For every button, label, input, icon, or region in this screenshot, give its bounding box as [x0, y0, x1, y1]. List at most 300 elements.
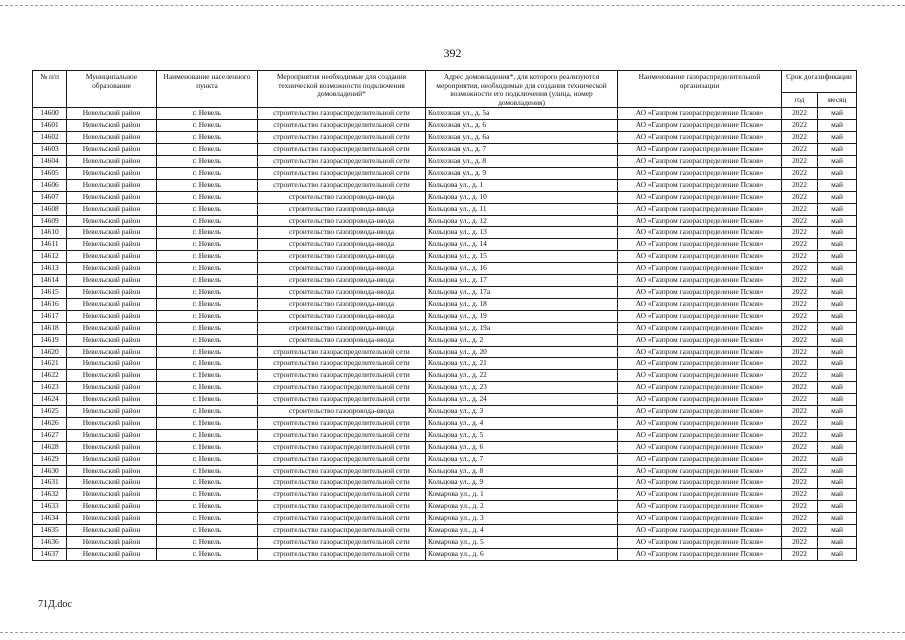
cell-number: 14634 — [33, 513, 67, 525]
cell-activity: строительство газопровода-ввода — [258, 263, 426, 275]
cell-address: Колхозная ул., д. 8 — [426, 156, 618, 168]
cell-year: 2022 — [782, 346, 818, 358]
cell-locality: г. Невель — [157, 382, 258, 394]
cell-activity: строительство газораспределительной сети — [258, 358, 426, 370]
cell-year: 2022 — [782, 132, 818, 144]
cell-municipality: Невельский район — [67, 156, 157, 168]
cell-year: 2022 — [782, 537, 818, 549]
cell-municipality: Невельский район — [67, 417, 157, 429]
cell-month: май — [818, 227, 857, 239]
cell-locality: г. Невель — [157, 275, 258, 287]
cell-activity: строительство газопровода-ввода — [258, 275, 426, 287]
cell-organization: АО «Газпром газораспределение Псков» — [618, 215, 782, 227]
cell-number: 14612 — [33, 251, 67, 263]
cell-activity: строительство газораспределительной сети — [258, 179, 426, 191]
cell-municipality: Невельский район — [67, 370, 157, 382]
cell-locality: г. Невель — [157, 322, 258, 334]
cell-number: 14619 — [33, 334, 67, 346]
cell-locality: г. Невель — [157, 251, 258, 263]
table-row — [33, 251, 857, 263]
cell-number: 14636 — [33, 537, 67, 549]
cell-locality: г. Невель — [157, 394, 258, 406]
table-row — [33, 108, 857, 120]
cell-locality: г. Невель — [157, 108, 258, 120]
cell-municipality: Невельский район — [67, 465, 157, 477]
cell-activity: строительство газораспределительной сети — [258, 167, 426, 179]
cell-activity: строительство газопровода-ввода — [258, 239, 426, 251]
cell-year: 2022 — [782, 382, 818, 394]
cell-locality: г. Невель — [157, 489, 258, 501]
footer-filename: 71Д.doc — [38, 599, 72, 610]
cell-address: Кольцова ул., д. 20 — [426, 346, 618, 358]
cell-municipality: Невельский район — [67, 548, 157, 560]
cell-organization: АО «Газпром газораспределение Псков» — [618, 370, 782, 382]
cell-municipality: Невельский район — [67, 203, 157, 215]
cell-number: 14631 — [33, 477, 67, 489]
cell-municipality: Невельский район — [67, 227, 157, 239]
cell-number: 14610 — [33, 227, 67, 239]
cell-month: май — [818, 108, 857, 120]
cell-organization: АО «Газпром газораспределение Псков» — [618, 382, 782, 394]
cell-organization: АО «Газпром газораспределение Псков» — [618, 263, 782, 275]
table-row — [33, 489, 857, 501]
cell-activity: строительство газораспределительной сети — [258, 394, 426, 406]
cell-activity: строительство газораспределительной сети — [258, 477, 426, 489]
cell-year: 2022 — [782, 251, 818, 263]
table-row — [33, 525, 857, 537]
header-month: месяц — [818, 93, 857, 108]
table-row — [33, 537, 857, 549]
cell-activity: строительство газопровода-ввода — [258, 203, 426, 215]
cell-address: Кольцова ул., д. 1 — [426, 179, 618, 191]
cell-locality: г. Невель — [157, 548, 258, 560]
table-row — [33, 179, 857, 191]
cell-locality: г. Невель — [157, 179, 258, 191]
page-number: 392 — [443, 46, 462, 60]
table-row — [33, 275, 857, 287]
table-row — [33, 465, 857, 477]
cell-year: 2022 — [782, 548, 818, 560]
cell-organization: АО «Газпром газораспределение Псков» — [618, 537, 782, 549]
cell-organization: АО «Газпром газораспределение Псков» — [618, 251, 782, 263]
table-row — [33, 370, 857, 382]
cell-month: май — [818, 525, 857, 537]
cell-municipality: Невельский район — [67, 394, 157, 406]
cell-number: 14616 — [33, 298, 67, 310]
cell-number: 14620 — [33, 346, 67, 358]
cell-locality: г. Невель — [157, 191, 258, 203]
cell-municipality: Невельский район — [67, 286, 157, 298]
cell-locality: г. Невель — [157, 370, 258, 382]
table-row — [33, 441, 857, 453]
cell-municipality: Невельский район — [67, 513, 157, 525]
cell-activity: строительство газораспределительной сети — [258, 453, 426, 465]
cell-organization: АО «Газпром газораспределение Псков» — [618, 417, 782, 429]
cell-organization: АО «Газпром газораспределение Псков» — [618, 501, 782, 513]
cell-address: Кольцова ул., д. 12 — [426, 215, 618, 227]
cell-organization: АО «Газпром газораспределение Псков» — [618, 227, 782, 239]
cell-number: 14615 — [33, 286, 67, 298]
cell-locality: г. Невель — [157, 132, 258, 144]
cell-year: 2022 — [782, 286, 818, 298]
cell-address: Кольцова ул., д. 14 — [426, 239, 618, 251]
cell-number: 14603 — [33, 144, 67, 156]
cell-locality: г. Невель — [157, 215, 258, 227]
cell-year: 2022 — [782, 108, 818, 120]
cell-municipality: Невельский район — [67, 477, 157, 489]
table-row — [33, 346, 857, 358]
table-row — [33, 429, 857, 441]
cell-number: 14605 — [33, 167, 67, 179]
cell-organization: АО «Газпром газораспределение Псков» — [618, 358, 782, 370]
table-row — [33, 144, 857, 156]
cell-municipality: Невельский район — [67, 167, 157, 179]
table-row — [33, 513, 857, 525]
cell-organization: АО «Газпром газораспределение Псков» — [618, 334, 782, 346]
cell-month: май — [818, 167, 857, 179]
cell-number: 14622 — [33, 370, 67, 382]
cell-address: Кольцова ул., д. 15 — [426, 251, 618, 263]
cell-locality: г. Невель — [157, 120, 258, 132]
cell-activity: строительство газораспределительной сети — [258, 513, 426, 525]
table-row — [33, 406, 857, 418]
cell-month: май — [818, 275, 857, 287]
cell-number: 14627 — [33, 429, 67, 441]
header-locality: Наименование населенного пункта — [157, 71, 258, 108]
cell-locality: г. Невель — [157, 227, 258, 239]
cell-month: май — [818, 251, 857, 263]
cell-number: 14626 — [33, 417, 67, 429]
cell-organization: АО «Газпром газораспределение Псков» — [618, 144, 782, 156]
cell-organization: АО «Газпром газораспределение Псков» — [618, 453, 782, 465]
cell-month: май — [818, 144, 857, 156]
cell-activity: строительство газораспределительной сети — [258, 108, 426, 120]
table-row — [33, 191, 857, 203]
cell-organization: АО «Газпром газораспределение Псков» — [618, 239, 782, 251]
cell-municipality: Невельский район — [67, 215, 157, 227]
cell-address: Комарова ул., д. 2 — [426, 501, 618, 513]
table-row — [33, 120, 857, 132]
cell-municipality: Невельский район — [67, 132, 157, 144]
cell-year: 2022 — [782, 298, 818, 310]
header-term: Срок догазификации — [782, 71, 857, 93]
cell-municipality: Невельский район — [67, 144, 157, 156]
cell-month: май — [818, 322, 857, 334]
cell-number: 14637 — [33, 548, 67, 560]
gasification-table — [32, 70, 857, 561]
cell-organization: АО «Газпром газораспределение Псков» — [618, 406, 782, 418]
cell-activity: строительство газопровода-ввода — [258, 251, 426, 263]
table-row — [33, 453, 857, 465]
cell-organization: АО «Газпром газораспределение Псков» — [618, 179, 782, 191]
cell-organization: АО «Газпром газораспределение Псков» — [618, 298, 782, 310]
cell-year: 2022 — [782, 120, 818, 132]
table-row — [33, 298, 857, 310]
cell-month: май — [818, 156, 857, 168]
cell-year: 2022 — [782, 156, 818, 168]
cell-month: май — [818, 489, 857, 501]
table-row — [33, 548, 857, 560]
header-activities: Мероприятия необходимые для создания технической возможности подключения домовладений* — [258, 71, 426, 108]
cell-number: 14617 — [33, 310, 67, 322]
cell-activity: строительство газораспределительной сети — [258, 489, 426, 501]
cell-locality: г. Невель — [157, 417, 258, 429]
cell-address: Колхозная ул., д. 7 — [426, 144, 618, 156]
cell-address: Кольцова ул., д. 16 — [426, 263, 618, 275]
cell-municipality: Невельский район — [67, 453, 157, 465]
cell-municipality: Невельский район — [67, 191, 157, 203]
cell-municipality: Невельский район — [67, 275, 157, 287]
cell-number: 14608 — [33, 203, 67, 215]
cell-year: 2022 — [782, 310, 818, 322]
table-row — [33, 286, 857, 298]
cell-municipality: Невельский район — [67, 120, 157, 132]
cell-address: Кольцова ул., д. 10 — [426, 191, 618, 203]
cell-organization: АО «Газпром газораспределение Псков» — [618, 465, 782, 477]
cell-locality: г. Невель — [157, 465, 258, 477]
cell-locality: г. Невель — [157, 358, 258, 370]
cell-activity: строительство газораспределительной сети — [258, 537, 426, 549]
cell-municipality: Невельский район — [67, 525, 157, 537]
cell-year: 2022 — [782, 453, 818, 465]
header-org: Наименование газораспределительной организации — [618, 71, 782, 108]
cell-year: 2022 — [782, 215, 818, 227]
cell-month: май — [818, 286, 857, 298]
cell-activity: строительство газопровода-ввода — [258, 310, 426, 322]
cell-month: май — [818, 239, 857, 251]
cell-number: 14629 — [33, 453, 67, 465]
cell-locality: г. Невель — [157, 167, 258, 179]
cell-month: май — [818, 453, 857, 465]
cell-locality: г. Невель — [157, 203, 258, 215]
cell-address: Кольцова ул., д. 22 — [426, 370, 618, 382]
cell-municipality: Невельский район — [67, 108, 157, 120]
cell-month: май — [818, 179, 857, 191]
cell-year: 2022 — [782, 417, 818, 429]
cell-month: май — [818, 346, 857, 358]
cell-number: 14601 — [33, 120, 67, 132]
cell-activity: строительство газопровода-ввода — [258, 322, 426, 334]
cell-locality: г. Невель — [157, 477, 258, 489]
cell-locality: г. Невель — [157, 501, 258, 513]
cell-year: 2022 — [782, 191, 818, 203]
cell-address: Кольцова ул., д. 17 — [426, 275, 618, 287]
cell-organization: АО «Газпром газораспределение Псков» — [618, 525, 782, 537]
cell-municipality: Невельский район — [67, 441, 157, 453]
cell-organization: АО «Газпром газораспределение Псков» — [618, 513, 782, 525]
cell-number: 14606 — [33, 179, 67, 191]
cell-organization: АО «Газпром газораспределение Псков» — [618, 156, 782, 168]
cell-year: 2022 — [782, 489, 818, 501]
cell-locality: г. Невель — [157, 298, 258, 310]
table-row — [33, 203, 857, 215]
cell-number: 14618 — [33, 322, 67, 334]
cell-year: 2022 — [782, 465, 818, 477]
cell-municipality: Невельский район — [67, 310, 157, 322]
cell-number: 14609 — [33, 215, 67, 227]
cell-number: 14630 — [33, 465, 67, 477]
cell-activity: строительство газопровода-ввода — [258, 227, 426, 239]
cell-activity: строительство газопровода-ввода — [258, 286, 426, 298]
cell-locality: г. Невель — [157, 144, 258, 156]
table-row — [33, 132, 857, 144]
scan-edge-top — [0, 5, 905, 6]
cell-locality: г. Невель — [157, 263, 258, 275]
cell-year: 2022 — [782, 275, 818, 287]
cell-address: Кольцова ул., д. 21 — [426, 358, 618, 370]
cell-month: май — [818, 132, 857, 144]
table-row — [33, 477, 857, 489]
cell-month: май — [818, 191, 857, 203]
cell-month: май — [818, 310, 857, 322]
cell-address: Кольцова ул., д. 17а — [426, 286, 618, 298]
cell-number: 14604 — [33, 156, 67, 168]
cell-number: 14625 — [33, 406, 67, 418]
cell-activity: строительство газораспределительной сети — [258, 525, 426, 537]
cell-address: Колхозная ул., д. 5а — [426, 108, 618, 120]
cell-address: Кольцова ул., д. 9 — [426, 477, 618, 489]
cell-number: 14611 — [33, 239, 67, 251]
cell-organization: АО «Газпром газораспределение Псков» — [618, 120, 782, 132]
cell-locality: г. Невель — [157, 346, 258, 358]
cell-activity: строительство газораспределительной сети — [258, 429, 426, 441]
cell-number: 14602 — [33, 132, 67, 144]
cell-month: май — [818, 120, 857, 132]
cell-activity: строительство газораспределительной сети — [258, 382, 426, 394]
cell-number: 14635 — [33, 525, 67, 537]
cell-year: 2022 — [782, 358, 818, 370]
cell-number: 14607 — [33, 191, 67, 203]
table-body — [33, 108, 857, 560]
cell-year: 2022 — [782, 525, 818, 537]
cell-year: 2022 — [782, 227, 818, 239]
cell-locality: г. Невель — [157, 334, 258, 346]
cell-year: 2022 — [782, 322, 818, 334]
cell-address: Кольцова ул., д. 3 — [426, 406, 618, 418]
table-row — [33, 310, 857, 322]
cell-year: 2022 — [782, 513, 818, 525]
cell-municipality: Невельский район — [67, 489, 157, 501]
cell-locality: г. Невель — [157, 441, 258, 453]
cell-locality: г. Невель — [157, 286, 258, 298]
cell-address: Кольцова ул., д. 19а — [426, 322, 618, 334]
cell-locality: г. Невель — [157, 429, 258, 441]
cell-activity: строительство газораспределительной сети — [258, 548, 426, 560]
table-row — [33, 334, 857, 346]
cell-month: май — [818, 406, 857, 418]
cell-organization: АО «Газпром газораспределение Псков» — [618, 477, 782, 489]
cell-organization: АО «Газпром газораспределение Псков» — [618, 310, 782, 322]
cell-month: май — [818, 429, 857, 441]
cell-activity: строительство газопровода-ввода — [258, 191, 426, 203]
cell-address: Кольцова ул., д. 19 — [426, 310, 618, 322]
cell-address: Кольцова ул., д. 13 — [426, 227, 618, 239]
cell-month: май — [818, 537, 857, 549]
cell-month: май — [818, 501, 857, 513]
cell-municipality: Невельский район — [67, 501, 157, 513]
header-num: № п/п — [33, 71, 67, 108]
cell-month: май — [818, 203, 857, 215]
cell-municipality: Невельский район — [67, 334, 157, 346]
cell-municipality: Невельский район — [67, 537, 157, 549]
cell-activity: строительство газопровода-ввода — [258, 406, 426, 418]
table-row — [33, 501, 857, 513]
cell-month: май — [818, 370, 857, 382]
cell-month: май — [818, 382, 857, 394]
cell-organization: АО «Газпром газораспределение Псков» — [618, 394, 782, 406]
cell-year: 2022 — [782, 144, 818, 156]
cell-locality: г. Невель — [157, 156, 258, 168]
cell-locality: г. Невель — [157, 406, 258, 418]
cell-address: Кольцова ул., д. 8 — [426, 465, 618, 477]
cell-locality: г. Невель — [157, 310, 258, 322]
cell-address: Колхозная ул., д. 6 — [426, 120, 618, 132]
cell-address: Кольцова ул., д. 6 — [426, 441, 618, 453]
table-row — [33, 394, 857, 406]
cell-address: Кольцова ул., д. 24 — [426, 394, 618, 406]
cell-municipality: Невельский район — [67, 251, 157, 263]
cell-month: май — [818, 263, 857, 275]
cell-number: 14633 — [33, 501, 67, 513]
cell-address: Кольцова ул., д. 2 — [426, 334, 618, 346]
cell-municipality: Невельский район — [67, 298, 157, 310]
cell-municipality: Невельский район — [67, 406, 157, 418]
cell-address: Кольцова ул., д. 5 — [426, 429, 618, 441]
cell-year: 2022 — [782, 239, 818, 251]
cell-organization: АО «Газпром газораспределение Псков» — [618, 441, 782, 453]
table-row — [33, 167, 857, 179]
cell-address: Колхозная ул., д. 6а — [426, 132, 618, 144]
cell-year: 2022 — [782, 429, 818, 441]
cell-activity: строительство газораспределительной сети — [258, 132, 426, 144]
table-row — [33, 263, 857, 275]
cell-organization: АО «Газпром газораспределение Псков» — [618, 191, 782, 203]
cell-year: 2022 — [782, 477, 818, 489]
cell-activity: строительство газораспределительной сети — [258, 370, 426, 382]
cell-number: 14621 — [33, 358, 67, 370]
cell-municipality: Невельский район — [67, 263, 157, 275]
table-row — [33, 322, 857, 334]
cell-organization: АО «Газпром газораспределение Псков» — [618, 286, 782, 298]
cell-number: 14632 — [33, 489, 67, 501]
cell-organization: АО «Газпром газораспределение Псков» — [618, 489, 782, 501]
cell-activity: строительство газораспределительной сети — [258, 144, 426, 156]
table-row — [33, 239, 857, 251]
table-row — [33, 382, 857, 394]
table-row — [33, 417, 857, 429]
table-row — [33, 215, 857, 227]
cell-activity: строительство газораспределительной сети — [258, 465, 426, 477]
header-municipality: Муниципальное образование — [67, 71, 157, 108]
cell-month: май — [818, 477, 857, 489]
cell-address: Комарова ул., д. 5 — [426, 537, 618, 549]
cell-locality: г. Невель — [157, 453, 258, 465]
cell-month: май — [818, 215, 857, 227]
cell-year: 2022 — [782, 441, 818, 453]
cell-locality: г. Невель — [157, 525, 258, 537]
cell-activity: строительство газораспределительной сети — [258, 156, 426, 168]
cell-address: Кольцова ул., д. 23 — [426, 382, 618, 394]
cell-activity: строительство газораспределительной сети — [258, 346, 426, 358]
cell-activity: строительство газопровода-ввода — [258, 298, 426, 310]
cell-municipality: Невельский район — [67, 429, 157, 441]
cell-municipality: Невельский район — [67, 346, 157, 358]
table-row — [33, 156, 857, 168]
cell-month: май — [818, 298, 857, 310]
cell-month: май — [818, 465, 857, 477]
table-header-row — [33, 71, 857, 93]
cell-organization: АО «Газпром газораспределение Псков» — [618, 429, 782, 441]
